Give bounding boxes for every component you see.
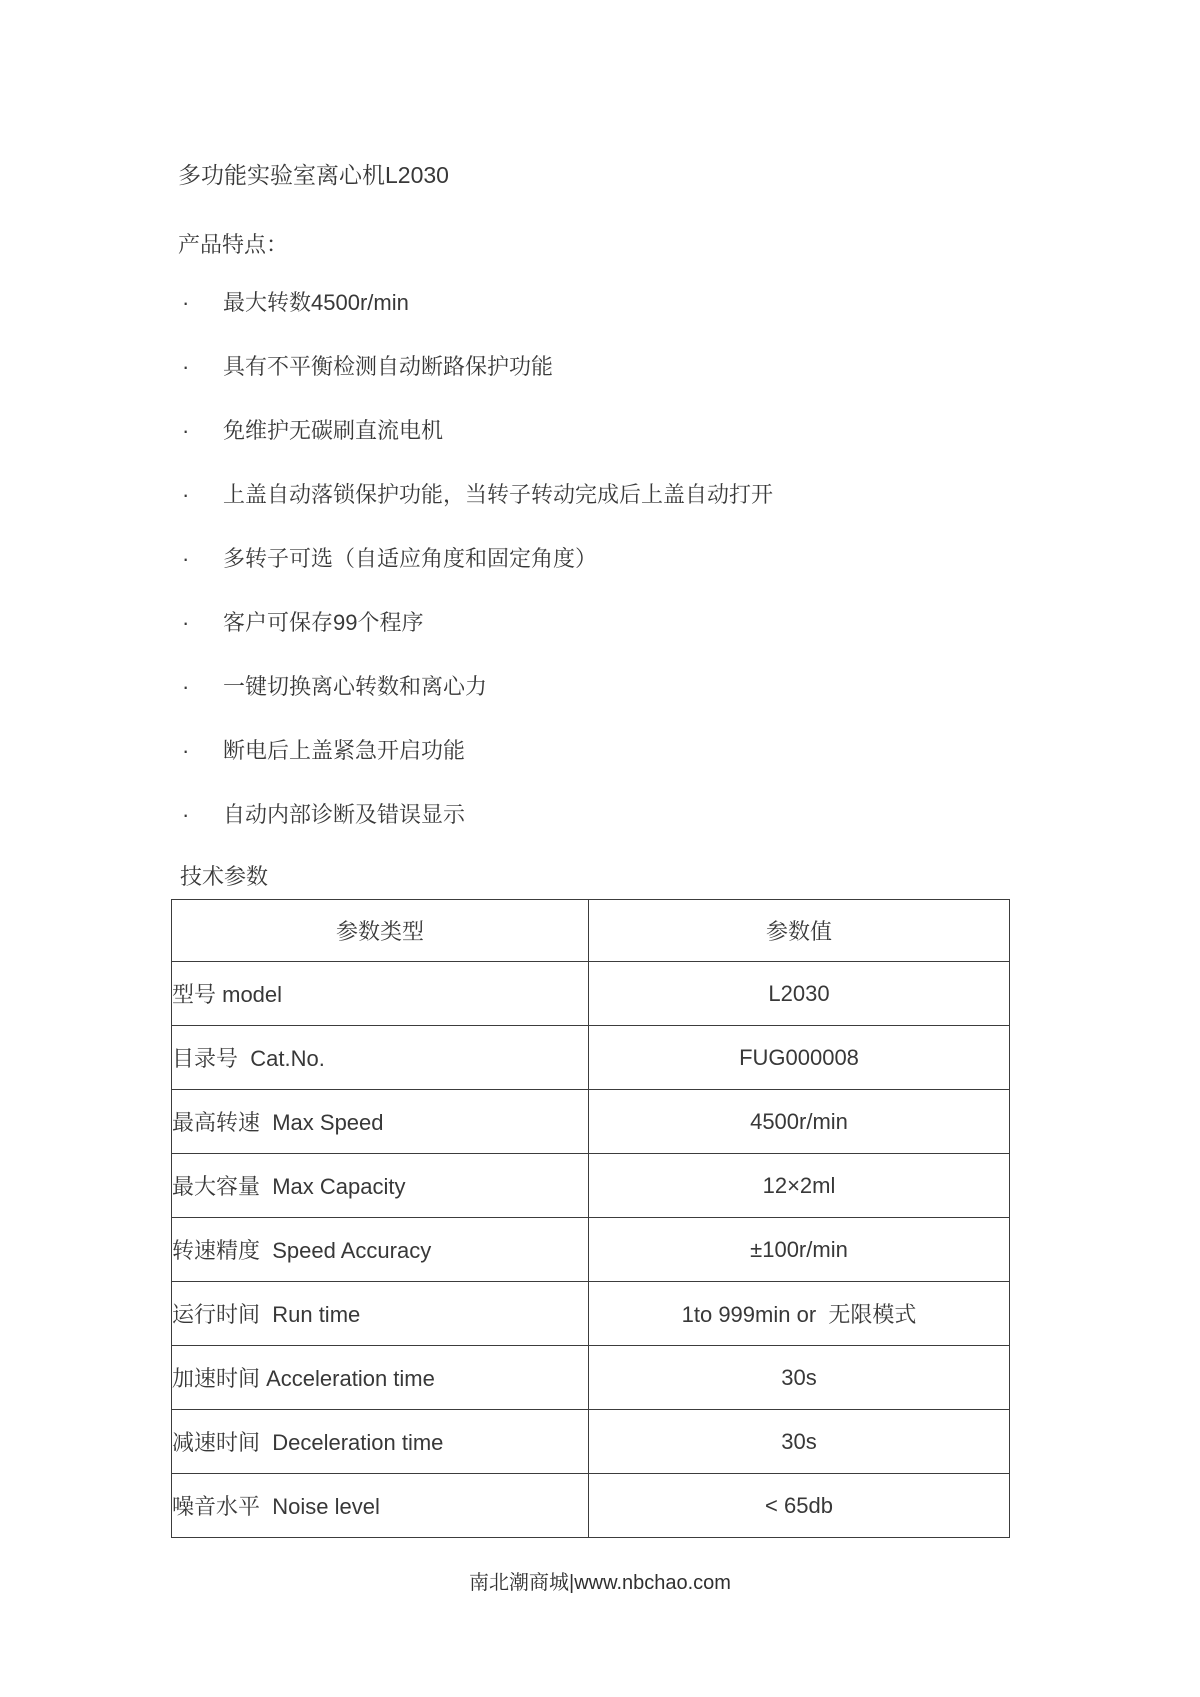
param-type-cell: 减速时间 Deceleration time <box>172 1410 589 1474</box>
feature-text: 最大转数4500r/min <box>223 290 409 315</box>
table-row <box>172 1282 1010 1346</box>
param-type-cell: 加速时间 Acceleration time <box>172 1346 589 1410</box>
bullet-icon: · <box>182 610 190 635</box>
param-value-cell: 12×2ml <box>589 1154 1010 1218</box>
table-row <box>172 1346 1010 1410</box>
table-header-row <box>172 900 1010 962</box>
param-value-cell: FUG000008 <box>589 1026 1010 1090</box>
param-type-cell: 噪音水平 Noise level <box>172 1474 589 1538</box>
footer-url: www.nbchao.com <box>574 1572 731 1594</box>
param-type-cell: 目录号 Cat.No. <box>172 1026 589 1090</box>
param-type-cell: 转速精度 Speed Accuracy <box>172 1218 589 1282</box>
page-footer <box>0 1570 1200 1596</box>
table-row <box>172 1026 1010 1090</box>
bullet-icon: · <box>182 418 190 443</box>
param-type-cell: 运行时间 Run time <box>172 1282 589 1346</box>
param-value-cell: 30s <box>589 1346 1010 1410</box>
param-value-cell: < 65db <box>589 1474 1010 1538</box>
bullet-icon: · <box>182 546 190 571</box>
footer-separator: | <box>569 1572 575 1594</box>
bullet-icon: · <box>182 290 190 315</box>
bullet-icon: · <box>182 482 190 507</box>
specs-heading: 技术参数 <box>180 864 269 889</box>
page-title: 多功能实验室离心机L2030 <box>178 162 449 188</box>
footer-site-name: 南北潮商城 <box>469 1572 570 1594</box>
feature-text: 多转子可选（自适应角度和固定角度） <box>223 546 598 571</box>
param-value-cell: L2030 <box>589 962 1010 1026</box>
feature-text: 自动内部诊断及错误显示 <box>223 802 466 827</box>
table-row <box>172 1154 1010 1218</box>
spec-table <box>171 899 1010 1538</box>
param-value-cell: 1to 999min or 无限模式 <box>589 1282 1010 1346</box>
table-row <box>172 1218 1010 1282</box>
table-row <box>172 1410 1010 1474</box>
feature-text: 具有不平衡检测自动断路保护功能 <box>223 354 554 379</box>
bullet-icon: · <box>182 738 190 763</box>
param-type-cell: 型号 model <box>172 962 589 1026</box>
bullet-icon: · <box>182 354 190 379</box>
table-row <box>172 962 1010 1026</box>
feature-text: 客户可保存99个程序 <box>223 610 424 635</box>
feature-text: 免维护无碳刷直流电机 <box>223 418 444 443</box>
param-value-cell: 30s <box>589 1410 1010 1474</box>
param-type-cell: 最高转速 Max Speed <box>172 1090 589 1154</box>
param-value-cell: 4500r/min <box>589 1090 1010 1154</box>
bullet-icon: · <box>182 674 190 699</box>
column-header-value: 参数值 <box>589 900 1010 962</box>
features-heading: 产品特点： <box>178 232 289 257</box>
bullet-icon: · <box>182 802 190 827</box>
feature-text: 一键切换离心转数和离心力 <box>223 674 488 699</box>
table-row <box>172 1474 1010 1538</box>
param-type-cell: 最大容量 Max Capacity <box>172 1154 589 1218</box>
table-row <box>172 1090 1010 1154</box>
column-header-type: 参数类型 <box>172 900 589 962</box>
param-value-cell: ±100r/min <box>589 1218 1010 1282</box>
feature-text: 上盖自动落锁保护功能，当转子转动完成后上盖自动打开 <box>223 482 774 507</box>
feature-text: 断电后上盖紧急开启功能 <box>223 738 466 763</box>
